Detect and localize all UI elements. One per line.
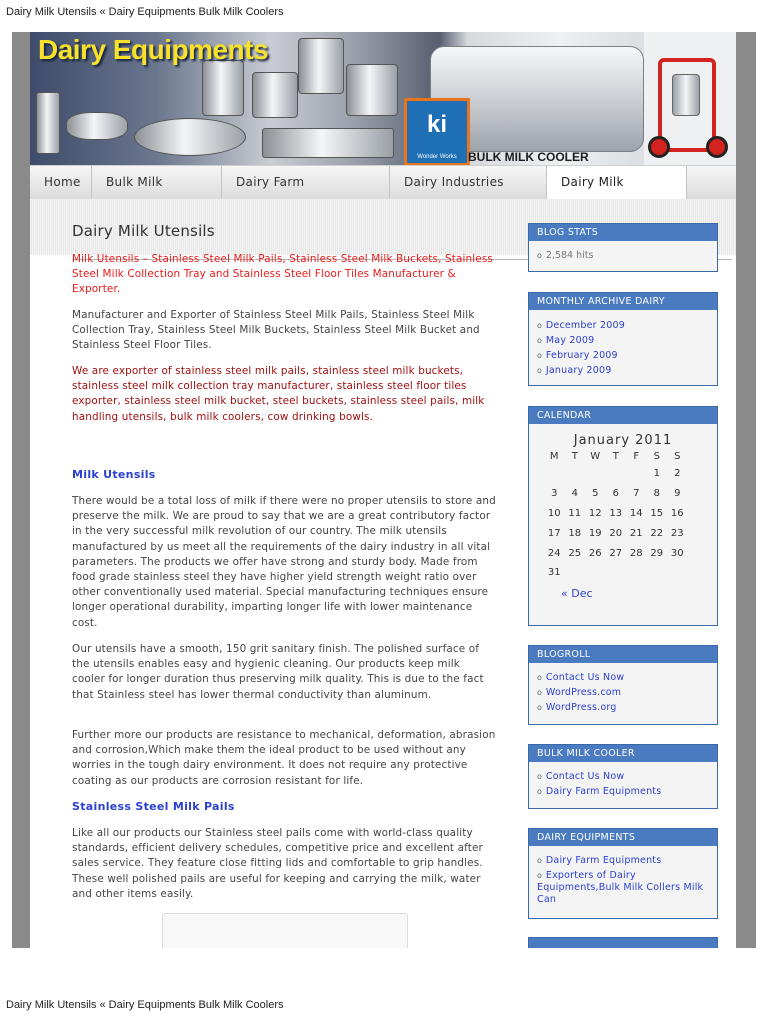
archive-item[interactable] [537, 348, 717, 363]
logo-subtext: Wonder Works [417, 154, 457, 160]
calendar-day: 11 [568, 507, 582, 519]
calendar-day: 18 [568, 527, 582, 539]
calendar-empty [647, 563, 668, 583]
widget-next [528, 937, 718, 948]
widget-title: CALENDAR [529, 407, 717, 424]
bullet-icon: o [537, 251, 542, 260]
sidebar-link[interactable]: Contact Us Now [545, 771, 625, 782]
page-wrapper [30, 32, 736, 948]
archive-item[interactable] [537, 363, 717, 378]
machine-can [672, 74, 700, 116]
calendar-empty [565, 563, 586, 583]
calendar-day: 3 [551, 488, 558, 500]
calendar-week [544, 563, 688, 583]
section-heading-milk-utensils: Milk Utensils [72, 468, 156, 481]
calendar-day: 4 [571, 488, 578, 500]
calendar-day: 30 [670, 547, 684, 559]
widget-blogroll [528, 645, 718, 725]
archive-link[interactable]: May 2009 [545, 335, 595, 346]
calendar-day: 20 [609, 527, 623, 539]
utensil-image [262, 128, 394, 158]
nav-tab-dairy-industries-news[interactable]: Dairy Industries [390, 166, 547, 199]
calendar-day: 8 [653, 488, 660, 500]
widget-title: BULK MILK COOLER [529, 745, 717, 762]
calendar-day: 19 [588, 527, 602, 539]
calendar-day: 22 [650, 527, 664, 539]
blogroll-item[interactable] [537, 685, 717, 700]
list-item [537, 248, 717, 263]
calendar-week [544, 543, 688, 563]
calendar-week [544, 504, 688, 524]
utensil-image [66, 112, 128, 140]
calendar-prev-link[interactable]: « Dec [561, 586, 593, 600]
brand-logo [404, 98, 470, 165]
product-image [162, 913, 408, 948]
archive-link[interactable]: February 2009 [545, 350, 618, 361]
sidebar-link[interactable]: Dairy Farm Equipments [545, 855, 662, 866]
blogroll-link[interactable]: WordPress.org [545, 702, 617, 713]
blogroll-item[interactable] [537, 670, 717, 685]
utensil-image [202, 60, 244, 116]
calendar-day: 6 [612, 488, 619, 500]
archive-item[interactable] [537, 333, 717, 348]
archive-item[interactable] [537, 318, 717, 333]
calendar-day: 27 [609, 547, 623, 559]
calendar-day: 10 [547, 507, 561, 519]
calendar-empty [626, 464, 647, 484]
bullet-icon: o [537, 871, 542, 880]
widget-title: BLOG STATS [529, 224, 717, 241]
machine-wheel [706, 136, 728, 158]
utensil-image [134, 118, 246, 156]
nav-tab-bulk-milk-coolers[interactable]: Bulk Milk [92, 166, 222, 199]
calendar-day: 21 [629, 527, 643, 539]
calendar-empty [585, 464, 606, 484]
calendar-day: 12 [588, 507, 602, 519]
print-header: Dairy Milk Utensils « Dairy Equipments Bulk Milk Coolers [6, 6, 284, 18]
calendar-week [544, 464, 688, 484]
bullet-icon: o [537, 366, 542, 375]
archive-link[interactable]: December 2009 [545, 320, 625, 331]
bullet-icon: o [537, 787, 542, 796]
calendar-day: 25 [568, 547, 582, 559]
link-item[interactable] [537, 853, 711, 868]
main-nav [30, 165, 736, 200]
bullet-icon: o [537, 688, 542, 697]
bullet-icon: o [537, 772, 542, 781]
header-banner [30, 32, 736, 165]
widget-monthly-archive [528, 292, 718, 386]
milking-machine-image [644, 32, 736, 165]
calendar-weekday: S [653, 450, 660, 462]
link-item[interactable] [537, 784, 717, 799]
calendar-empty [565, 464, 586, 484]
widget-dairy-equipments [528, 828, 718, 919]
calendar-weekday: W [590, 450, 601, 462]
bullet-icon: o [537, 673, 542, 682]
widget-blog-stats [528, 223, 718, 272]
calendar-day: 17 [547, 527, 561, 539]
nav-tab-dairy-milk-utensils[interactable]: Dairy Milk [547, 166, 687, 199]
blogroll-link[interactable]: WordPress.com [545, 687, 622, 698]
calendar-day: 24 [547, 547, 561, 559]
section-heading-milk-pails: Stainless Steel Milk Pails [72, 800, 235, 813]
sidebar-link[interactable]: Exporters of Dairy Equipments,Bulk Milk Collers Milk Can [537, 870, 704, 905]
calendar-day: 14 [629, 507, 643, 519]
blogroll-link[interactable]: Contact Us Now [545, 672, 625, 683]
sidebar-link[interactable]: Dairy Farm Equipments [545, 786, 662, 797]
calendar-weekday: T [571, 450, 578, 462]
calendar-weekday: T [612, 450, 619, 462]
site-title[interactable]: Dairy Equipments [38, 34, 269, 65]
bullet-icon: o [537, 351, 542, 360]
post-paragraph: Further more our products are resistance to mechanical, deformation, abrasion and corrosion,Which make them the ideal product to be used without any worries in the tough dairy environment. It does not require any protective coating as our products are corrosion resistant for life. [72, 729, 496, 787]
post-keywords: We are exporter of stainless steel milk pails, stainless steel milk buckets, stainless steel milk collection tray manufacturer, stainless steel floor tiles exporter, stainless steel milk bucket, steel buckets, stainless steel pails, milk handling utensils, bulk milk coolers, cow drinking bowls. [72, 365, 485, 423]
hit-count: 2,584 hits [545, 250, 594, 261]
calendar-day: 5 [592, 488, 599, 500]
bullet-icon: o [537, 703, 542, 712]
post-paragraph: Our utensils have a smooth, 150 grit sanitary finish. The polished surface of the utensils enables easy and hygienic cleaning. Our products keep milk cooler for longer duration thus preserving milk quality. This is due to the fact that Stainless steel has lower thermal conductivity than aluminum. [72, 643, 484, 701]
calendar-day: 13 [609, 507, 623, 519]
post-paragraph: Like all our products our Stainless steel pails come with world-class quality standards, efficient delivery schedules, competitive price and excellent after sales service. They feature close fitting lids and comfortable to grip handles. These well polished pails are useful for keeping and carrying the milk, water and other items easily. [72, 827, 483, 900]
calendar-day: 23 [670, 527, 684, 539]
calendar-day: 16 [670, 507, 684, 519]
widget-title [529, 938, 717, 948]
post-paragraph: Manufacturer and Exporter of Stainless Steel Milk Pails, Stainless Steel Milk Collection Tray, Stainless Steel Milk Buckets, Stainless Steel Milk Bucket and Stainless Steel Floor Tiles. [72, 309, 480, 352]
widget-title: MONTHLY ARCHIVE DAIRY [529, 293, 717, 310]
calendar-caption: January 2011 [573, 433, 673, 448]
archive-link[interactable]: January 2009 [545, 365, 612, 376]
calendar-weekday: F [633, 450, 640, 462]
widget-title: BLOGROLL [529, 646, 717, 663]
utensil-image [252, 72, 298, 118]
banner-label: BULK MILK COOLER [468, 150, 589, 164]
calendar-empty [606, 464, 627, 484]
post-paragraph: There would be a total loss of milk if there were no proper utensils to store and preserve the milk. We are proud to say that we are a great contributory factor in the very successful milk revolution of our country. The milk utensils manufactured by us meet all the requirements of the dairy industry in all vital parameters. The products we offer have strong and sturdy body. Made from food grade stainless steel they have higher yield strength weight ratio over other conventionally used material. Special manufacturing techniques ensure longer operational durability, imparting longer life with lower maintenance cost. [72, 495, 496, 629]
bullet-icon: o [537, 336, 542, 345]
machine-wheel [648, 136, 670, 158]
link-item[interactable] [537, 769, 717, 784]
calendar-empty [606, 563, 627, 583]
nav-tab-dairy-farm-equipments[interactable]: Dairy Farm [222, 166, 390, 199]
calendar-empty [544, 464, 565, 484]
calendar-empty [626, 563, 647, 583]
calendar-weekday: M [549, 450, 559, 462]
utensil-image [298, 38, 344, 94]
utensil-image [36, 92, 60, 154]
calendar-weekday: S [674, 450, 681, 462]
calendar-day: 2 [674, 468, 681, 480]
calendar-day: 28 [629, 547, 643, 559]
bullet-icon: o [537, 856, 542, 865]
nav-tab-home[interactable]: Home [30, 166, 92, 199]
post-intro: Milk Utensils – Stainless Steel Milk Pails, Stainless Steel Milk Buckets, Stainless Steel Milk Collection Tray and Stainless Steel Floor Tiles Manufacturer & Exporter. [72, 253, 493, 296]
calendar-grid [544, 448, 688, 583]
calendar-day: 9 [674, 488, 681, 500]
calendar-week [544, 484, 688, 504]
calendar-week [544, 523, 688, 543]
calendar-day: 31 [547, 567, 561, 579]
logo-text: ki [426, 111, 447, 138]
page-title: Dairy Milk Utensils [72, 222, 215, 240]
utensil-image [346, 64, 398, 116]
calendar-day: 7 [633, 488, 640, 500]
link-item[interactable] [537, 870, 711, 906]
widget-bulk-milk-cooler [528, 744, 718, 809]
bullet-icon: o [537, 321, 542, 330]
widget-calendar [528, 406, 718, 626]
calendar-day: 1 [653, 468, 660, 480]
calendar-day: 26 [588, 547, 602, 559]
calendar-day: 29 [650, 547, 664, 559]
calendar-empty [585, 563, 606, 583]
widget-title: DAIRY EQUIPMENTS [529, 829, 717, 846]
blogroll-item[interactable] [537, 700, 717, 715]
calendar-empty [667, 563, 688, 583]
calendar-day: 15 [650, 507, 664, 519]
print-footer: Dairy Milk Utensils « Dairy Equipments Bulk Milk Coolers [6, 999, 284, 1011]
